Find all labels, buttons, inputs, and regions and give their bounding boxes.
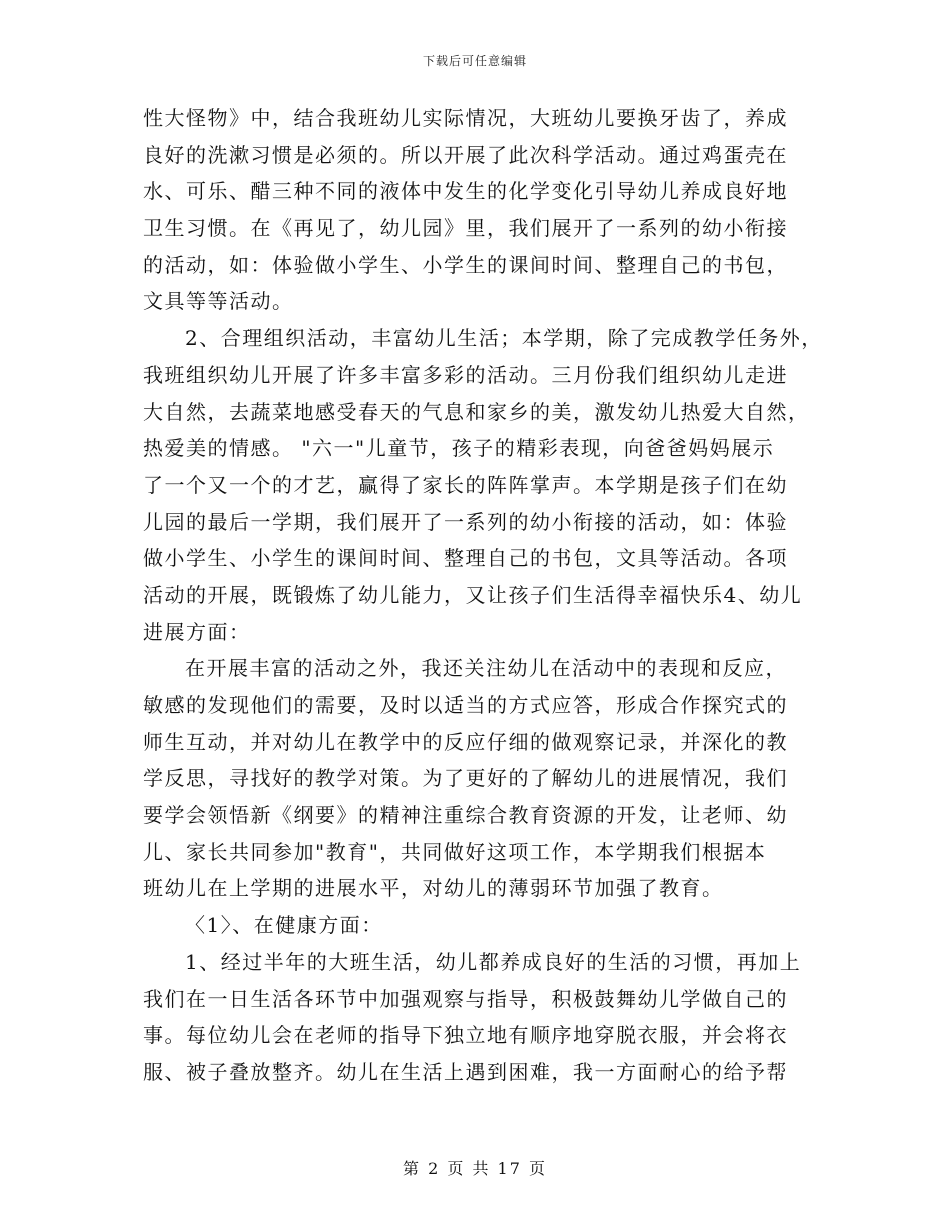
text-line: 服、被子叠放整齐。幼儿在生活上遇到困难，我一方面耐心的给予帮 bbox=[143, 1059, 788, 1084]
text-line: 2、合理组织活动，丰富幼儿生活；本学期，除了完成教学任务外， bbox=[185, 326, 823, 351]
text-line: 文具等等活动。 bbox=[143, 289, 294, 314]
document-body bbox=[143, 100, 823, 1091]
text-line: 〈1〉、在健康方面： bbox=[185, 913, 383, 938]
text-line: 我们在一日生活各环节中加强观察与指导，积极鼓舞幼儿学做自己的 bbox=[143, 986, 788, 1011]
text-line: 良好的洗漱习惯是必须的。所以开展了此次科学活动。通过鸡蛋壳在 bbox=[143, 142, 788, 167]
text-line: 敏感的发现他们的需要，及时以适当的方式应答，形成合作探究式的 bbox=[143, 693, 788, 717]
text-line: 进展方面： bbox=[143, 619, 251, 644]
text-line: 卫生习惯。在《再见了，幼儿园》里，我们展开了一系列的幼小衔接 bbox=[143, 216, 788, 241]
text-line: 1、经过半年的大班生活，幼儿都养成良好的生活的习惯，再加上 bbox=[185, 949, 802, 974]
text-line: 大自然，去蔬菜地感受春天的气息和家乡的美，激发幼儿热爱大自然， bbox=[143, 399, 810, 424]
text-line: 的活动，如：体验做小学生、小学生的课间时间、整理自己的书包， bbox=[143, 252, 788, 277]
text-line: 做小学生、小学生的课间时间、整理自己的书包，文具等活动。各项 bbox=[143, 546, 788, 571]
text-line: 性大怪物》中，结合我班幼儿实际情况，大班幼儿要换牙齿了，养成 bbox=[143, 106, 788, 130]
page-footer: 第 2 页 共 17 页 bbox=[403, 1159, 547, 1178]
text-line: 要学会领悟新《纲要》的精神注重综合教育资源的开发，让老师、幼 bbox=[143, 803, 788, 828]
text-line: 了一个又一个的才艺，赢得了家长的阵阵掌声。本学期是孩子们在幼 bbox=[143, 472, 788, 497]
text-line: 学反思，寻找好的教学对策。为了更好的了解幼儿的进展情况，我们 bbox=[143, 766, 788, 791]
text-line: 儿园的最后一学期，我们展开了一系列的幼小衔接的活动，如：体验 bbox=[143, 509, 788, 534]
page-header: 下载后可任意编辑 bbox=[422, 54, 527, 68]
text-line: 事。每位幼儿会在老师的指导下独立地有顺序地穿脱衣服，并会将衣 bbox=[143, 1023, 788, 1048]
text-line: 在开展丰富的活动之外，我还关注幼儿在活动中的表现和反应， bbox=[185, 656, 787, 681]
text-line: 儿、家长共同参加"教育"，共同做好这项工作，本学期我们根据本 bbox=[143, 839, 767, 864]
text-line: 活动的开展，既锻炼了幼儿能力，又让孩子们生活得幸福快乐4、幼儿 bbox=[143, 582, 803, 607]
text-line: 我班组织幼儿开展了许多丰富多彩的活动。三月份我们组织幼儿走进 bbox=[143, 362, 788, 387]
text-line: 班幼儿在上学期的进展水平，对幼儿的薄弱环节加强了教育。 bbox=[143, 876, 724, 901]
text-line: 水、可乐、醋三种不同的液体中发生的化学变化引导幼儿养成良好地 bbox=[143, 179, 788, 204]
text-line: 热爱美的情感。 "六一"儿童节，孩子的精彩表现，向爸爸妈妈展示 bbox=[143, 436, 775, 461]
text-line: 师生互动，并对幼儿在教学中的反应仔细的做观察记录，并深化的教 bbox=[143, 729, 788, 754]
